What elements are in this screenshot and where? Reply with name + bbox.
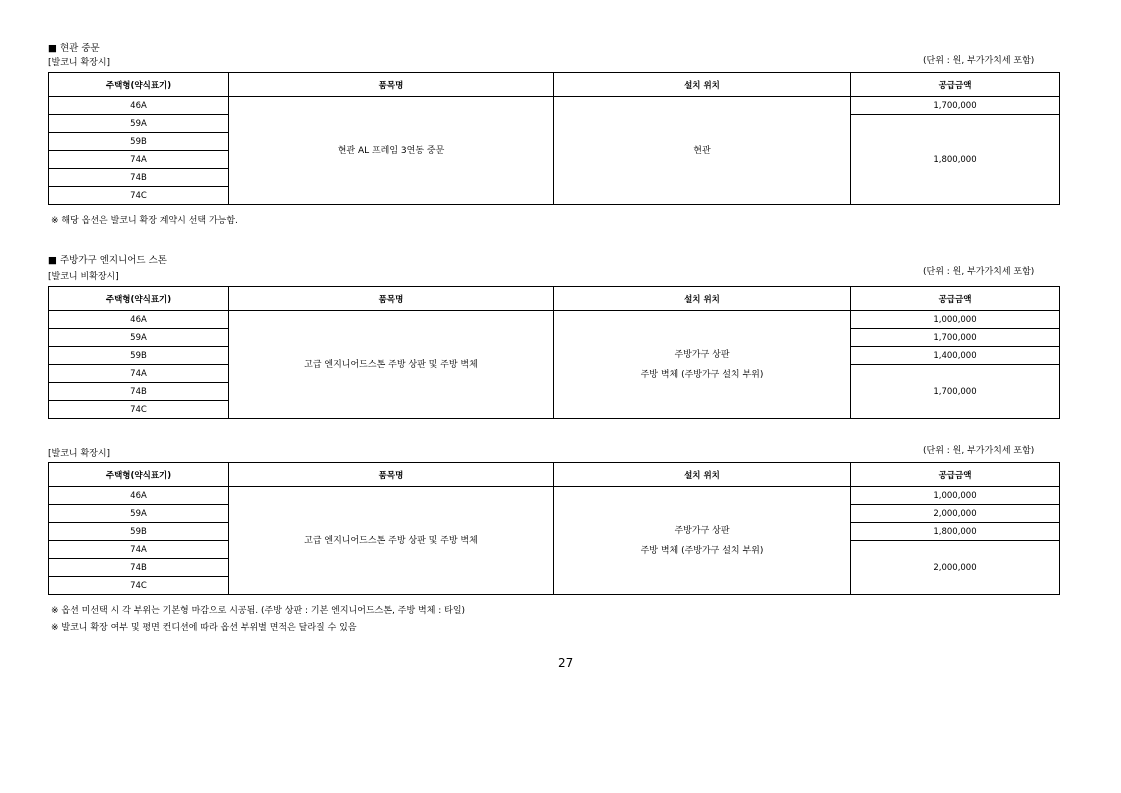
item-cell: 고급 엔지니어드스톤 주방 상판 및 주방 벽체 <box>229 487 554 595</box>
type-cell: 46A <box>49 487 229 505</box>
type-cell: 74A <box>49 541 229 559</box>
section2-subtitle: [발코니 비확장시] <box>48 272 119 282</box>
header-location: 설치 위치 <box>554 287 851 311</box>
type-cell: 59A <box>49 329 229 347</box>
table-header-row <box>49 463 1060 487</box>
type-cell: 74C <box>49 187 229 205</box>
section3-note: ※ 옵션 미선택 시 각 부위는 기본형 마감으로 시공됨. (주방 상판 : 기본 엔지니어드스톤, 주방 벽체 : 타일) <box>51 606 466 616</box>
header-type: 주택형(약식표기) <box>49 73 229 97</box>
type-cell: 74B <box>49 169 229 187</box>
table-row <box>49 487 1060 505</box>
price-cell: 1,700,000 <box>851 97 1060 115</box>
location-cell <box>554 487 851 595</box>
section1-note: ※ 해당 옵션은 발코니 확장 계약시 선택 가능함. <box>51 216 238 226</box>
type-cell: 59A <box>49 115 229 133</box>
location-cell <box>554 311 851 419</box>
type-cell: 74C <box>49 401 229 419</box>
table-row <box>49 311 1060 329</box>
price-cell: 1,800,000 <box>851 115 1060 205</box>
table-header-row <box>49 73 1060 97</box>
header-price: 공급금액 <box>851 73 1060 97</box>
section2-table <box>48 286 1060 419</box>
item-cell: 현관 AL 프레임 3연동 중문 <box>229 97 554 205</box>
type-cell: 74C <box>49 577 229 595</box>
section2-title: ■ 주방가구 엔지니어드 스톤 <box>48 255 167 266</box>
type-cell: 74A <box>49 151 229 169</box>
price-cell: 2,000,000 <box>851 505 1060 523</box>
section2-unit-note: (단위 : 원, 부가가치세 포함) <box>923 267 1035 277</box>
table-header-row <box>49 287 1060 311</box>
table-row <box>49 97 1060 115</box>
location-line: 주방 벽체 (주방가구 설치 부위) <box>640 545 764 556</box>
price-cell: 1,700,000 <box>851 329 1060 347</box>
type-cell: 46A <box>49 97 229 115</box>
section3-unit-note: (단위 : 원, 부가가치세 포함) <box>923 446 1035 456</box>
location-cell: 현관 <box>554 97 851 205</box>
price-cell: 1,800,000 <box>851 523 1060 541</box>
location-line: 주방가구 상판 <box>674 525 730 536</box>
location-line: 주방가구 상판 <box>674 349 730 360</box>
type-cell: 59B <box>49 523 229 541</box>
section1-subtitle: [발코니 확장시] <box>48 58 111 68</box>
section1-unit-note: (단위 : 원, 부가가치세 포함) <box>923 56 1035 66</box>
section3-subtitle: [발코니 확장시] <box>48 449 111 459</box>
header-item: 품목명 <box>229 73 554 97</box>
header-item: 품목명 <box>229 287 554 311</box>
section1-title: ■ 현관 중문 <box>48 43 100 54</box>
header-item: 품목명 <box>229 463 554 487</box>
page-number: 27 <box>558 656 574 670</box>
section3-note: ※ 발코니 확장 여부 및 평면 컨디션에 따라 옵션 부위별 면적은 달라질 수 있음 <box>51 623 357 633</box>
price-cell: 1,000,000 <box>851 311 1060 329</box>
location-line: 주방 벽체 (주방가구 설치 부위) <box>640 369 764 380</box>
type-cell: 74B <box>49 383 229 401</box>
header-type: 주택형(약식표기) <box>49 463 229 487</box>
header-location: 설치 위치 <box>554 73 851 97</box>
price-cell: 2,000,000 <box>851 541 1060 595</box>
header-price: 공급금액 <box>851 287 1060 311</box>
type-cell: 46A <box>49 311 229 329</box>
type-cell: 74B <box>49 559 229 577</box>
price-cell: 1,400,000 <box>851 347 1060 365</box>
type-cell: 59B <box>49 347 229 365</box>
item-cell: 고급 엔지니어드스톤 주방 상판 및 주방 벽체 <box>229 311 554 419</box>
price-cell: 1,700,000 <box>851 365 1060 419</box>
header-location: 설치 위치 <box>554 463 851 487</box>
section1-table <box>48 72 1060 205</box>
type-cell: 59B <box>49 133 229 151</box>
type-cell: 59A <box>49 505 229 523</box>
header-price: 공급금액 <box>851 463 1060 487</box>
type-cell: 74A <box>49 365 229 383</box>
header-type: 주택형(약식표기) <box>49 287 229 311</box>
price-cell: 1,000,000 <box>851 487 1060 505</box>
section3-table <box>48 462 1060 595</box>
